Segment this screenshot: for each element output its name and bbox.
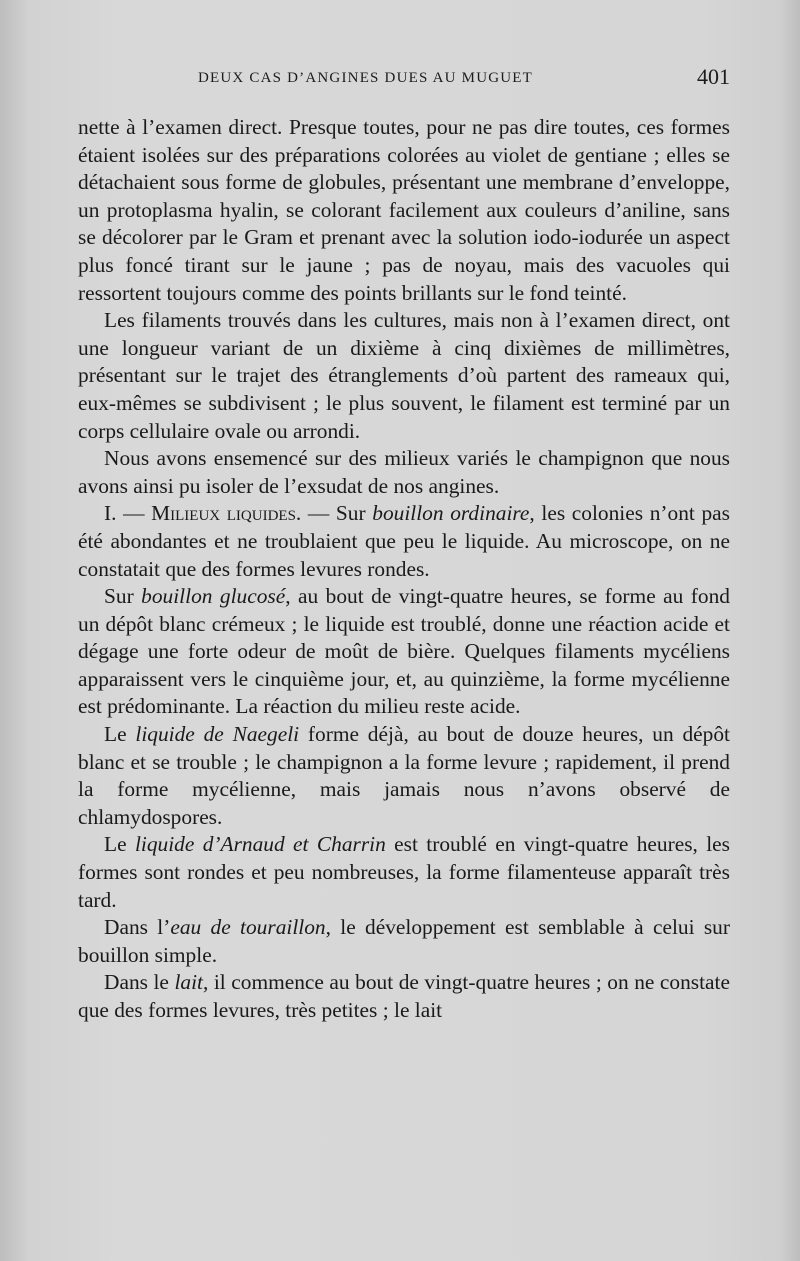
paragraph-7-text: est troublé en vingt-quatre heures, les formes sont rondes et peu nombreuses, la forme filamenteuse apparaît très tard.	[78, 832, 730, 912]
paragraph-7	[78, 831, 730, 914]
paragraph-8-lead: Dans l’	[104, 915, 171, 940]
paragraph-2	[78, 307, 730, 445]
paragraph-5-text: , au bout de vingt-quatre heures, se forme au fond un dépôt blanc crémeux ; le liquide est troublé, donne une réaction acide et dégage une forte odeur de moût de bière. Quelques filaments mycéliens apparaissent vers le cinquième jour, et, au quinzième, la forme mycélienne est prédominante. La réaction du milieu reste acide.	[78, 584, 730, 719]
paragraph-2-text: Les filaments trouvés dans les cultures, mais non à l’examen direct, ont une longueur variant de un dixième à cinq dixièmes de millimètres, présentant sur le trajet des étranglements d’où partent des rameaux qui, eux-mêmes se subdivisent ; le plus souvent, le filament est terminé par un corps cellulaire ovale ou arrondi.	[78, 308, 730, 443]
paragraph-1-text: nette à l’examen direct. Presque toutes, pour ne pas dire toutes, ces formes étaient isolées sur des préparations colorées au violet de gentiane ; elles se détachaient sous forme de globules, présentant une membrane d’enveloppe, un protoplasma hyalin, se colorant facilement aux couleurs d’aniline, sans se décolorer par le Gram et prenant avec la solution iodo-iodurée un aspect plus foncé tirant sur le jaune ; pas de noyau, mais des vacuoles qui ressortent toujours comme des points brillants sur le fond teinté.	[78, 115, 730, 305]
paragraph-3	[78, 445, 730, 500]
paragraph-9-text: , il commence au bout de vingt-quatre heures ; on ne constate que des formes levures, très petites ; le lait	[78, 970, 730, 1022]
page-number: 401	[697, 64, 730, 89]
paragraph-4	[78, 500, 730, 583]
running-head: DEUX CAS D’ANGINES DUES AU MUGUET	[198, 70, 534, 86]
paragraph-4-dash: — Sur	[301, 501, 373, 526]
paragraph-8	[78, 914, 730, 969]
section-number: I. —	[104, 501, 152, 526]
paragraph-9-lead: Dans le	[104, 970, 175, 995]
paragraph-5-lead: Sur	[104, 584, 142, 609]
paragraph-6-text: forme déjà, au bout de douze heures, un dépôt blanc et se trouble ; le champignon a la forme levure ; rapidement, il prend la forme mycélienne, mais jamais nous n’avons observé de chlamydospores.	[78, 722, 730, 829]
paragraph-7-lead: Le	[104, 832, 135, 857]
paragraph-9	[78, 969, 730, 1024]
paragraph-8-text: , le développement est semblable à celui sur bouillon simple.	[78, 915, 730, 967]
paragraph-5-emphasis: bouillon glucosé	[141, 584, 286, 609]
section-heading: Milieux liquides.	[151, 501, 302, 526]
paragraph-8-emphasis: eau de touraillon	[170, 915, 326, 940]
paragraph-1	[78, 114, 730, 307]
paragraph-6-lead: Le	[104, 722, 136, 747]
paragraph-4-emphasis: bouillon ordinaire	[372, 501, 530, 526]
paragraph-9-emphasis: lait	[174, 970, 203, 995]
paragraph-5	[78, 583, 730, 721]
paragraph-6-emphasis: liquide de Naegeli	[135, 722, 300, 747]
paragraph-7-emphasis: liquide d’Arnaud et Charrin	[134, 832, 386, 857]
paragraph-6	[78, 721, 730, 831]
page-header	[78, 64, 730, 98]
paragraph-4-text: , les colonies n’ont pas été abondantes et ne troublaient que peu le liquide. Au microscope, on ne constatait que des formes levures rondes.	[78, 501, 730, 581]
body-text	[78, 114, 730, 1025]
paragraph-3-text: Nous avons ensemencé sur des milieux variés le champignon que nous avons ainsi pu isoler de l’exsudat de nos angines.	[78, 446, 730, 498]
